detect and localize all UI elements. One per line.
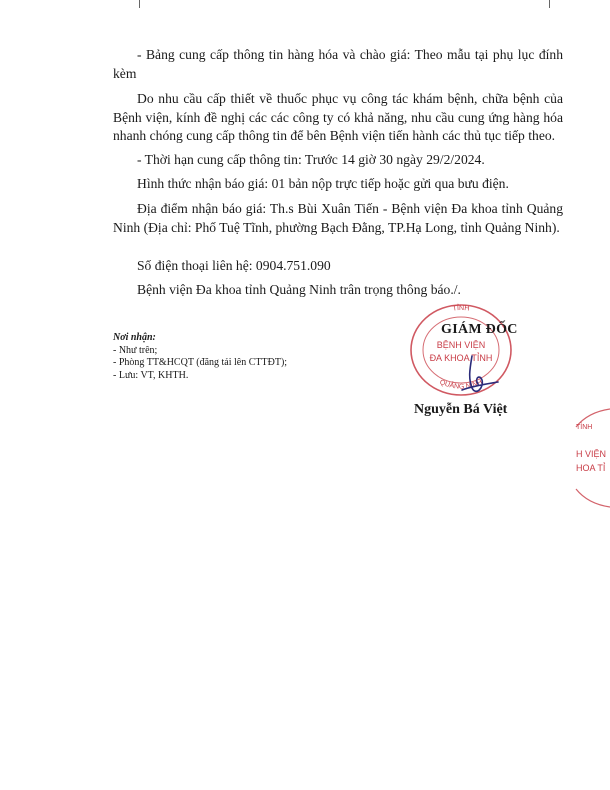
para-attachment: - Bảng cung cấp thông tin hàng hóa và chào giá: Theo mẫu tại phụ lục đính kèm — [113, 47, 563, 81]
seal-line-1: BỆNH VIỆN — [436, 340, 486, 350]
top-tick-right — [549, 0, 550, 8]
para-method: Hình thức nhận báo giá: 01 bản nộp trực tiếp hoặc gửi qua bưu điện. — [137, 176, 509, 191]
para-deadline: - Thời hạn cung cấp thông tin: Trước 14 giờ 30 ngày 29/2/2024. — [137, 152, 485, 167]
seal-bottom-text: QUẢNG NINH — [438, 378, 484, 391]
para-closing: Bệnh viện Đa khoa tỉnh Quảng Ninh trân trọng thông báo./. — [137, 282, 461, 297]
signature-name: Nguyễn Bá Việt — [414, 402, 508, 417]
para-phone: Số điện thoại liên hệ: 0904.751.090 — [137, 258, 331, 273]
seal-line-2: ĐA KHOA TỈNH — [429, 353, 493, 363]
para-request: Do nhu cầu cấp thiết về thuốc phục vụ công tác khám bệnh, chữa bệnh của Bệnh viện, kính đề nghị các các công ty có khả năng, nhu cầu cung ứng hàng hóa nhanh chóng cung cấp thông tin để bên Bệnh viện tiến hành các thủ tục tiếp theo. — [113, 91, 563, 143]
recipients-block — [113, 332, 287, 382]
top-tick-left — [139, 0, 140, 8]
signature-position: GIÁM ĐỐC — [441, 322, 518, 337]
recipient-item: - Phòng TT&HCQT (đăng tải lên CTTĐT); — [113, 357, 288, 368]
edge-seal-line-2: HOA TỈ — [576, 463, 606, 473]
para-location: Địa điểm nhận báo giá: Th.s Bùi Xuân Tiến - Bệnh viện Đa khoa tỉnh Quảng Ninh (Địa chỉ: Phố Tuệ Tĩnh, phường Bạch Đằng, TP.Hạ Long, tỉnh Quảng Ninh). — [113, 201, 563, 235]
edge-seal-line-1: H VIỆN — [576, 449, 607, 459]
recipient-item: - Như trên; — [113, 344, 158, 356]
edge-seal-top: TỈNH — [576, 424, 593, 431]
edge-seal — [566, 405, 610, 515]
seal-top-text: TỈNH — [452, 304, 470, 313]
recipient-item: - Lưu: VT, KHTH. — [113, 369, 189, 381]
recipients-title: Nơi nhận: — [113, 332, 156, 343]
hospital-seal — [402, 298, 520, 398]
